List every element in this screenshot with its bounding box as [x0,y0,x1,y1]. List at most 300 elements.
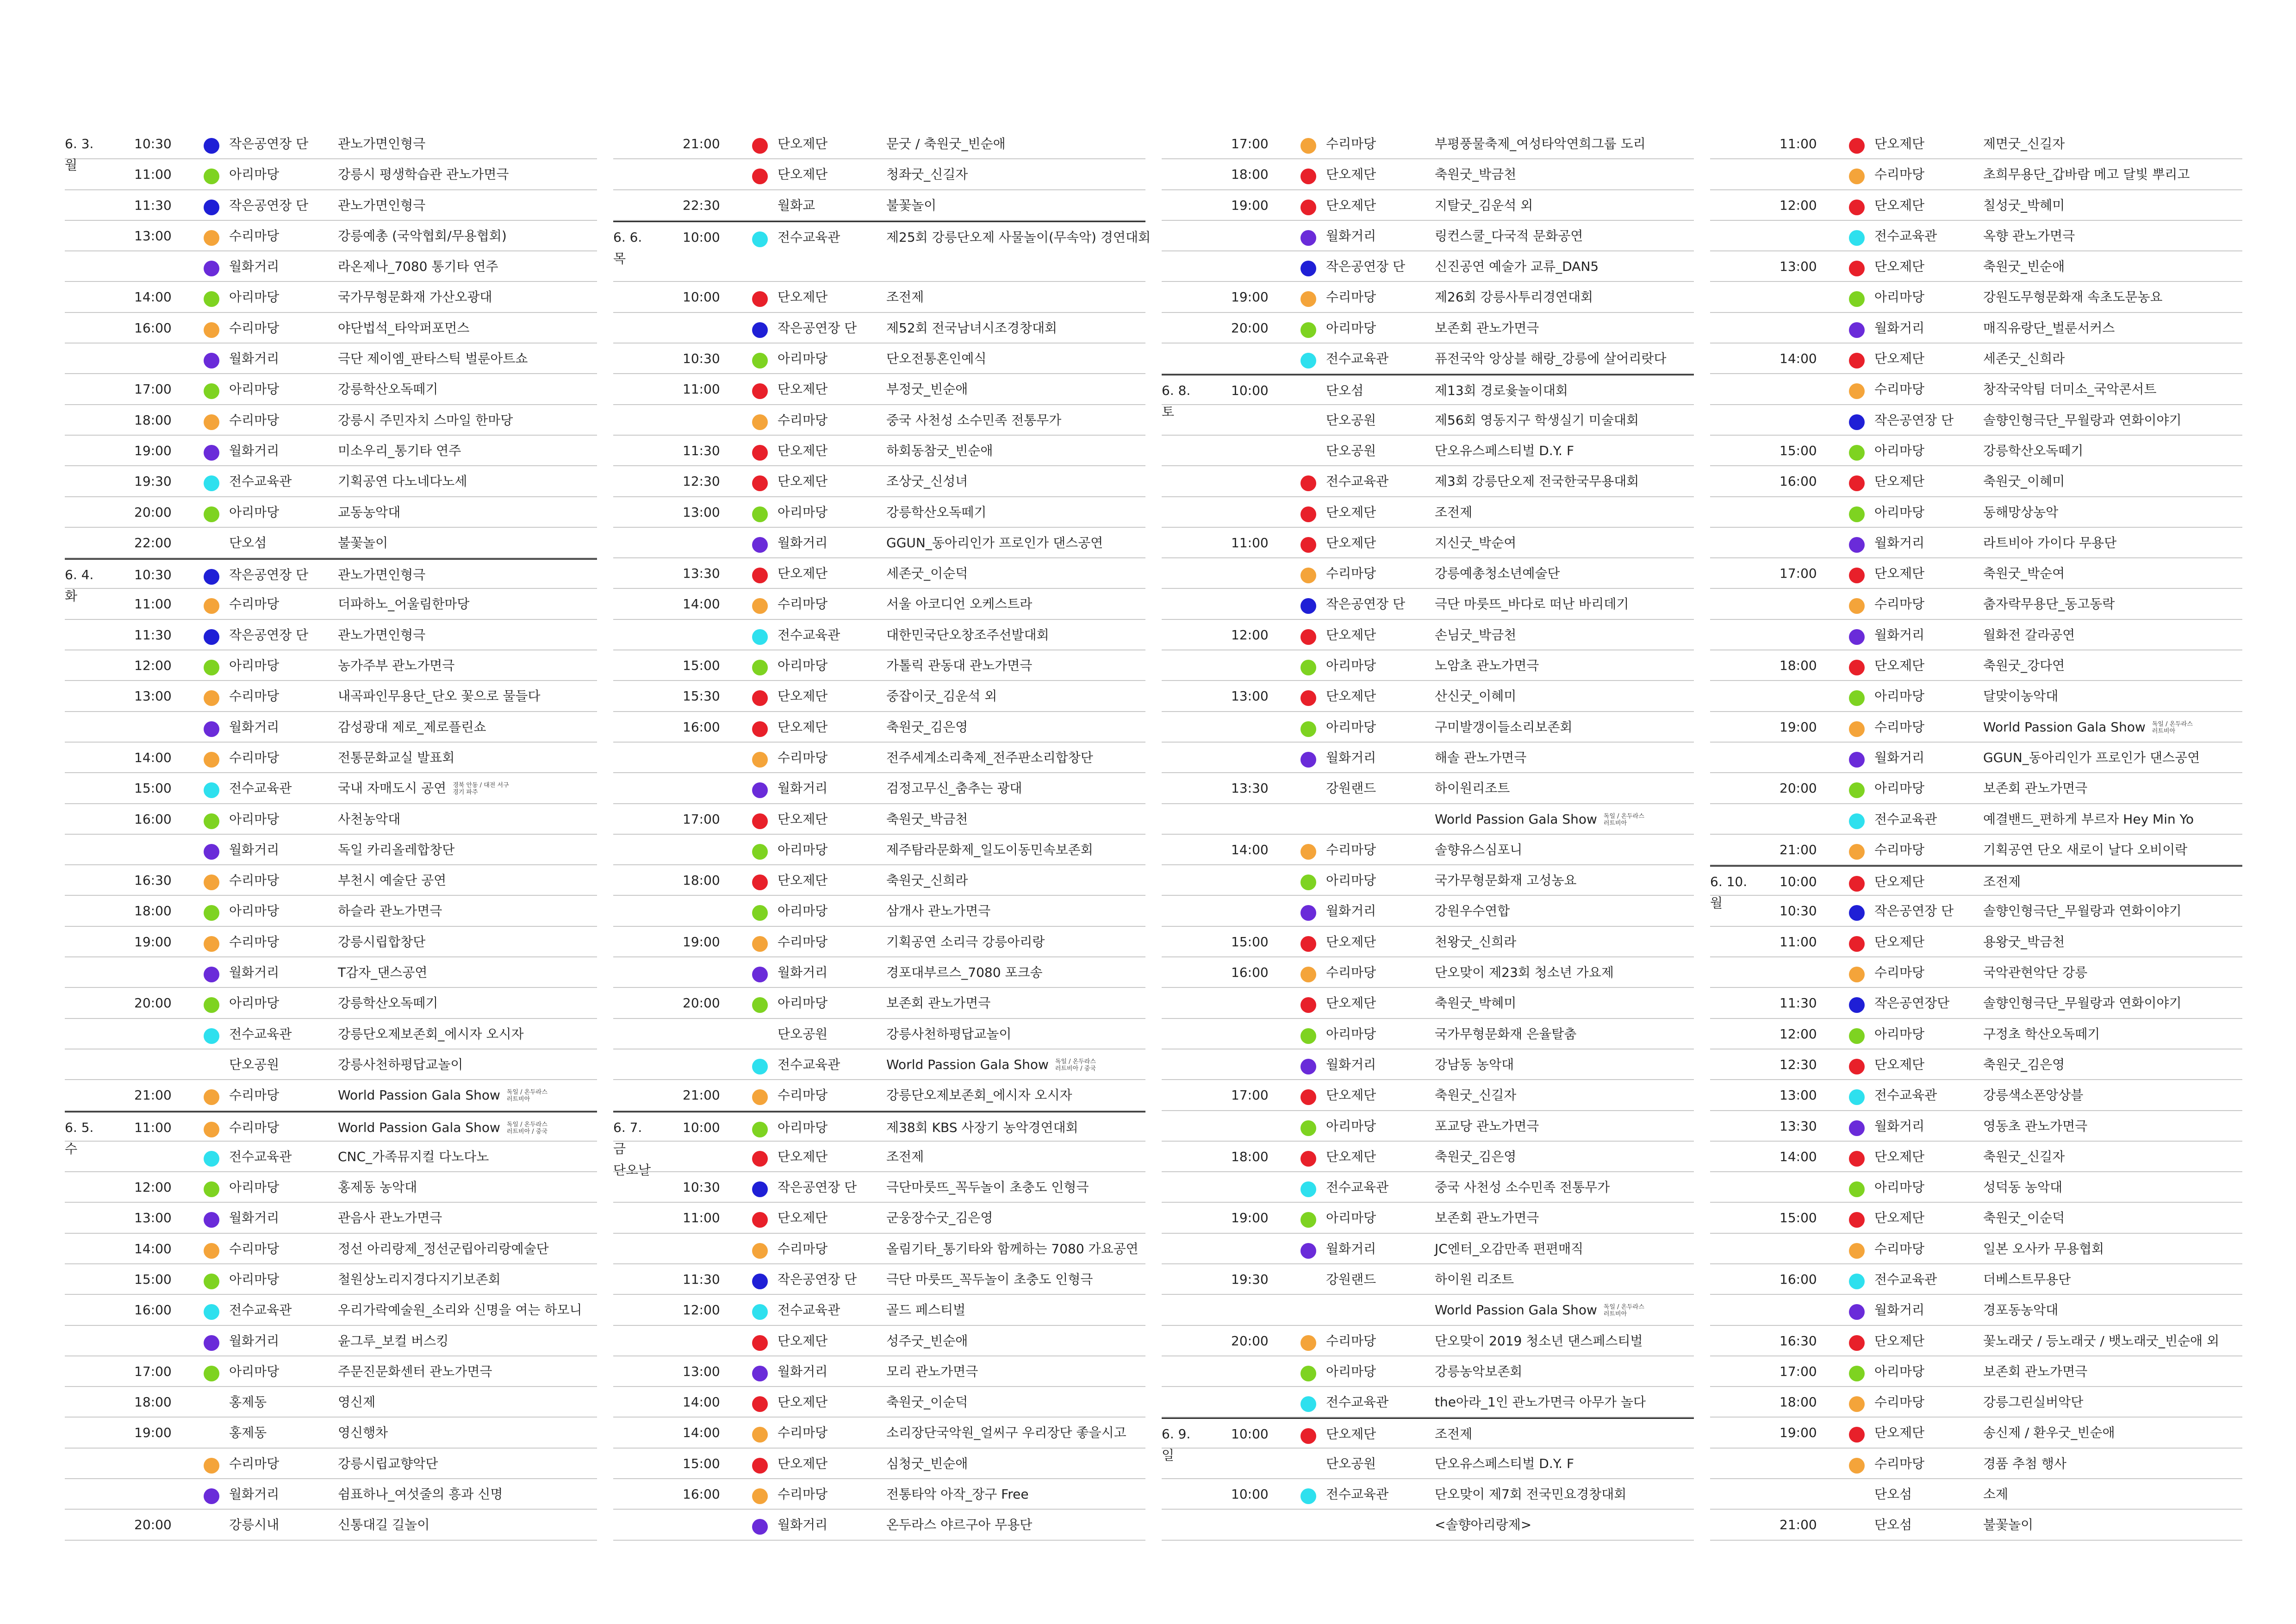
schedule-row [1710,957,2242,988]
schedule-row [65,221,597,251]
schedule-row [1162,344,1694,374]
schedule-row [1162,1172,1694,1203]
event-title-text: 극단마룻뜨_꼭두놀이 초충도 인형극 [886,1180,1089,1195]
schedule-row [1710,466,2242,497]
event-title-text: 춤자락무용단_동고동락 [1983,596,2115,612]
schedule-row [1162,1479,1694,1510]
event-venue: 수리마당 [1326,842,1376,857]
event-venue: 전수교육관 [229,474,292,489]
event-venue: 월화거리 [229,1210,280,1226]
schedule-row [65,466,597,497]
venue-color-dot [1849,169,1865,184]
schedule-row [613,405,1145,436]
event-venue: 아리마당 [229,1180,280,1195]
venue-color-dot [1300,261,1316,276]
event-title [1983,405,2182,436]
event-time: 18:00 [1780,1394,1817,1410]
event-time: 19:00 [1780,719,1817,735]
event-title-text: 신진공연 예술가 교류_DAN5 [1435,259,1599,275]
schedule-row [1710,1019,2242,1049]
event-title [338,1510,429,1540]
schedule-row [1710,1111,2242,1142]
schedule-row [1162,221,1694,251]
schedule-row [1710,988,2242,1018]
schedule-row [613,896,1145,926]
event-title-text: 세존굿_이순덕 [886,566,968,581]
event-title-text: 국가무형문화재 가산오광대 [338,289,492,305]
event-venue: 아리마당 [1326,1210,1376,1226]
event-title [886,743,1093,773]
venue-color-dot [1849,261,1865,276]
event-title [1435,159,1516,190]
venue-color-dot [752,629,768,645]
schedule-row [613,282,1145,312]
event-title [886,224,1159,251]
event-title-text: 강릉학산오독떼기 [1983,443,2084,458]
event-title [1435,282,1593,312]
venue-color-dot [204,414,219,430]
venue-color-dot [1849,1366,1865,1381]
event-time: 12:30 [683,474,720,489]
event-venue: 아리마당 [229,289,280,305]
event-time: 12:00 [683,1302,720,1318]
event-title [338,650,454,681]
event-title [338,190,425,221]
event-time: 14:00 [683,596,720,612]
venue-color-dot [752,353,768,369]
event-title-text: <솔향아리랑제> [1435,1517,1532,1533]
event-title [1983,1387,2083,1418]
venue-color-dot [752,383,768,399]
event-time: 19:00 [1780,1425,1817,1441]
event-title-text: 강릉단오제보존회_에시자 오시자 [886,1087,1072,1103]
event-venue: 단오제단 [1326,535,1376,550]
event-title-text: 동해망상농악 [1983,504,2059,520]
event-venue: 아리마당 [1326,1026,1376,1042]
schedule-row [613,1387,1145,1418]
event-title-text: World Passion Gala Show [886,1056,1049,1072]
event-title-text: 국내 자매도시 공연 [338,781,447,796]
schedule-row [1710,1234,2242,1264]
schedule-row [1710,374,2242,405]
schedule-row [1162,497,1694,528]
event-title-text: GGUN_동아리인가 프로인가 댄스공연 [1983,750,2200,765]
event-time: 10:00 [1231,1487,1269,1502]
event-title [886,466,968,497]
event-title [1983,650,2065,681]
event-time: 12:00 [1780,1026,1817,1042]
venue-color-dot [752,1458,768,1474]
venue-color-dot [1300,936,1316,952]
event-time: 16:00 [683,1487,720,1502]
venue-color-dot [204,997,219,1013]
event-time: 19:00 [1231,197,1269,213]
event-title [886,282,924,312]
venue-color-dot [1849,200,1865,215]
event-title [1435,405,1639,436]
event-title [886,896,990,926]
event-title [338,374,438,405]
event-venue: 수리마당 [778,934,828,949]
event-title [1435,1111,1539,1142]
event-note: 경북 안동 / 대전 서구 경기 파주 [453,782,509,796]
event-title-text: 서울 아코디언 오케스트라 [886,596,1033,612]
event-venue: 단오제단 [1326,197,1376,213]
event-title [338,865,446,896]
event-title [886,804,968,835]
schedule-row [613,712,1145,743]
schedule-row [1710,1295,2242,1325]
event-title-text: 제38회 KBS 사장기 농악경연대회 [886,1119,1078,1135]
event-title-text: 영신행차 [338,1425,388,1441]
event-title-text: 기획공연 단오 새로이 날다 오비이락 [1983,842,2188,857]
event-time: 11:00 [683,381,720,397]
event-title-text: 세존굿_신희라 [1983,351,2065,367]
schedule-row [613,773,1145,804]
event-venue: 월화거리 [229,1333,280,1349]
event-title [338,528,388,558]
schedule-row [1162,129,1694,159]
event-venue: 월화거리 [1326,228,1376,244]
event-venue: 단오제단 [778,1455,828,1471]
date-label: 6. 4. 화 [65,567,94,604]
venue-color-dot [1849,1335,1865,1351]
event-time: 20:00 [134,1517,172,1533]
event-title-text: 솔향인형극단_무월랑과 연화이야기 [1983,903,2182,919]
event-title-text: 강릉단오제보존회_에시자 오시자 [338,1026,524,1042]
event-venue: 단오섬 [1874,1487,1912,1502]
event-title-text: 축원굿_김은영 [1983,1056,2065,1072]
schedule-row [65,159,597,190]
venue-color-dot [1849,967,1865,982]
event-title [1983,1326,2219,1356]
venue-color-dot [1849,936,1865,952]
event-title [1435,589,1629,619]
venue-color-dot [1849,291,1865,307]
event-venue: 전수교육관 [1874,1271,1937,1287]
event-title [1435,436,1574,466]
event-title [886,1234,1139,1264]
venue-color-dot [1300,844,1316,860]
event-venue: 단오섬 [229,535,267,550]
event-title-text: 기획공연 소리극 강릉아리랑 [886,934,1045,949]
event-venue: 수리마당 [1874,1455,1925,1471]
event-title [1983,1356,2087,1387]
venue-color-dot [1849,1089,1865,1105]
event-title [886,650,1032,681]
event-title [886,988,990,1018]
event-venue: 전수교육관 [229,1302,292,1318]
venue-color-dot [1300,291,1316,307]
event-title-text: 보존회 관노가면극 [1983,781,2088,796]
event-venue: 단오제단 [778,289,828,305]
event-title-text: 극단 마룻뜨_바다로 떠난 바리데기 [1435,596,1629,612]
event-title [1983,528,2116,558]
event-title [886,1510,1032,1540]
event-title [886,1019,1011,1049]
event-venue: 단오제단 [1874,874,1925,890]
event-venue: 수리마당 [1874,596,1925,612]
schedule-row [65,1142,597,1172]
event-title-text: 제3회 강릉단오제 전국한국무용대회 [1435,474,1639,489]
event-venue: 홍제동 [229,1425,267,1441]
event-title-text: 청좌굿_신길자 [886,167,968,182]
event-note: 독일 / 온두라스 러트비아 [506,1089,548,1103]
schedule-row [1710,1049,2242,1080]
schedule-row [613,865,1145,896]
event-venue: 월화거리 [229,259,280,275]
schedule-row [1710,743,2242,773]
event-title [338,1264,501,1295]
event-title-text: 강릉사천하평답교놀이 [338,1056,463,1072]
schedule-row [65,957,597,988]
event-title-text: 라온제나_7080 통기타 연주 [338,259,498,275]
venue-color-dot [1300,1181,1316,1197]
venue-color-dot [204,569,219,585]
date-label: 6. 7. 금 단오날 [613,1119,651,1178]
event-venue: 단오제단 [1326,995,1376,1011]
venue-color-dot [752,874,768,890]
event-time: 15:00 [134,781,172,796]
event-time: 13:00 [134,688,172,704]
event-title [1435,466,1639,497]
event-title-text: 축원굿_이순덕 [886,1394,968,1410]
event-title [886,957,1043,988]
venue-color-dot [1300,967,1316,982]
event-title-text: 솔향인형극단_무월랑과 연화이야기 [1983,995,2182,1011]
event-title [338,896,442,926]
venue-color-dot [752,1151,768,1167]
event-venue: 수리마당 [1326,566,1376,581]
venue-color-dot [752,1335,768,1351]
event-title-text: 강릉시립교향악단 [338,1455,438,1471]
event-title-text: 성덕동 농악대 [1983,1180,2063,1195]
event-title-text: 라트비아 가이다 무용단 [1983,535,2117,550]
event-title-text: 구정초 학산오독떼기 [1983,1026,2100,1042]
event-title [1435,927,1516,957]
schedule-row [65,1111,597,1156]
event-venue: 아리마당 [229,658,280,674]
event-venue: 아리마당 [778,1119,828,1135]
venue-color-dot [1849,629,1865,645]
event-title [1983,1418,2115,1448]
event-title [886,1142,924,1172]
event-title [1435,1510,1531,1540]
event-title [886,1295,965,1325]
event-title [1435,1234,1583,1264]
event-time: 13:00 [1780,259,1817,275]
event-time: 20:00 [134,504,172,520]
event-venue: 수리마당 [229,1087,280,1103]
schedule-row [613,528,1145,558]
event-time: 12:00 [134,658,172,674]
event-title-text: 보존회 관노가면극 [1983,1363,2088,1379]
venue-color-dot [1849,1059,1865,1074]
event-title-text: 국가무형문화재 은율탈춤 [1435,1026,1577,1042]
event-venue: 아리마당 [229,504,280,520]
event-title-text: 성주굿_빈순애 [886,1333,968,1349]
event-title-text: 검정고무신_춤추는 광대 [886,781,1022,796]
event-time: 14:00 [134,1241,172,1256]
event-title-text: 관노가면인형극 [338,567,426,583]
event-title [886,620,1049,650]
schedule-row [613,927,1145,957]
event-time: 16:00 [134,1302,172,1318]
schedule-row [65,436,597,466]
event-venue: 단오제단 [778,566,828,581]
schedule-row [65,896,597,926]
event-venue: 전수교육관 [1326,1180,1389,1195]
event-title-text: 야단법석_타악퍼포먼스 [338,320,470,336]
event-venue: 수리마당 [778,1087,828,1103]
date-label: 6. 3. 월 [65,136,94,173]
schedule-row [1162,1142,1694,1172]
event-venue: 월화거리 [229,1487,280,1502]
event-title [338,988,438,1018]
event-title [1983,620,2075,650]
event-venue: 아리마당 [1326,320,1376,336]
venue-color-dot [752,660,768,675]
event-title-text: 축원굿_빈순애 [1983,259,2065,275]
schedule-row [1162,436,1694,466]
venue-color-dot [752,1396,768,1412]
event-title-text: 경포동농악대 [1983,1302,2059,1318]
event-title-text: 강원우수연합 [1435,903,1510,919]
schedule-row [1162,1356,1694,1387]
event-time: 15:00 [134,1271,172,1287]
schedule-row [1162,988,1694,1018]
event-title-text: 신통대길 길놀이 [338,1517,430,1533]
event-title-text: 지신굿_박순여 [1435,535,1517,550]
event-venue: 월화거리 [778,1517,828,1533]
event-title [338,1234,549,1264]
schedule-row [613,466,1145,497]
event-title-text: 노암초 관노가면극 [1435,658,1539,674]
event-title [886,1387,968,1418]
event-time: 21:00 [1780,842,1817,857]
event-title [338,1112,548,1143]
venue-color-dot [204,475,219,491]
event-title [1435,1387,1646,1418]
venue-color-dot [204,936,219,952]
event-title [1983,1234,2104,1264]
event-time: 16:30 [1780,1333,1817,1349]
event-title [1983,988,2182,1018]
schedule-row [1710,1172,2242,1203]
venue-color-dot [752,322,768,338]
event-title-text: 강릉시 평생학습관 관노가면극 [338,167,509,182]
date-label: 6. 6. 목 [613,229,642,266]
event-title [1435,1142,1516,1172]
schedule-row [613,650,1145,681]
event-venue: 단오제단 [1874,934,1925,949]
event-title-text: 문굿 / 축원굿_빈순애 [886,136,1006,151]
event-venue: 월화거리 [1874,1302,1925,1318]
event-title [338,804,400,835]
event-title-text: 축원굿_박금천 [1435,167,1517,182]
event-venue: 수리마당 [229,596,280,612]
event-title-text: 국악관현악단 강릉 [1983,965,2088,981]
event-venue: 아리마당 [778,903,828,919]
event-title-text: 기획공연 다노네다노세 [338,474,467,489]
event-time: 10:00 [1780,874,1817,890]
schedule-row [65,712,597,743]
schedule-row [65,743,597,773]
event-time: 21:00 [134,1087,172,1103]
event-venue: 아리마당 [229,995,280,1011]
event-venue: 단오제단 [1874,1333,1925,1349]
event-venue: 월화거리 [229,842,280,857]
event-title-text: 관노가면인형극 [338,627,426,643]
event-time: 11:30 [683,1271,720,1287]
schedule-row [1162,712,1694,743]
event-time: 11:30 [683,443,720,458]
event-venue: 강원랜드 [1326,1271,1376,1287]
venue-color-dot [752,475,768,491]
schedule-row [1162,865,1694,896]
venue-color-dot [1300,1396,1316,1412]
event-title-text: 산신굿_이혜미 [1435,688,1517,704]
schedule-row [1710,344,2242,374]
schedule-row [65,804,597,835]
event-title-text: 전통타악 아작_장구 Free [886,1487,1029,1502]
schedule-row [1162,589,1694,619]
event-venue: 단오제단 [778,474,828,489]
event-title-text: 강릉학산오독떼기 [338,381,438,397]
schedule-row [1162,896,1694,926]
event-title [1983,1080,2083,1111]
venue-color-dot [1300,1059,1316,1074]
event-time: 11:00 [683,1210,720,1226]
schedule-row [1710,1387,2242,1418]
event-title [886,436,993,466]
event-time: 14:00 [1231,842,1269,857]
event-title-text: World Passion Gala Show [1983,719,2146,735]
schedule-row [1162,190,1694,221]
event-title [1983,1019,2100,1049]
venue-color-dot [204,782,219,798]
schedule-row [1710,1356,2242,1387]
event-title-text: 축원굿_강다연 [1983,658,2065,674]
event-title [1983,1449,2066,1479]
event-title-text: 단오맞이 제7회 전국민요경창대회 [1435,1487,1627,1502]
venue-color-dot [752,231,768,247]
event-title [1435,988,1516,1018]
event-title-text: 달맞이농악대 [1983,688,2059,704]
event-time: 11:30 [134,197,172,213]
venue-color-dot [204,629,219,645]
event-title [886,1356,978,1387]
event-time: 16:00 [1780,1271,1817,1287]
event-title-text: 경품 추첨 행사 [1983,1455,2067,1471]
event-title-text: 모리 관노가면극 [886,1363,978,1379]
event-title-text: 제26회 강릉사투리경연대회 [1435,289,1593,305]
event-venue: 단오제단 [1326,934,1376,949]
event-title-text: 축원굿_신길자 [1435,1087,1517,1103]
event-title-text: 강릉학산오독떼기 [886,504,987,520]
event-venue: 단오공원 [1326,1455,1376,1471]
event-venue: 수리마당 [229,873,280,888]
venue-color-dot [1849,813,1865,829]
event-title [886,558,968,589]
event-venue: 단오제단 [778,1394,828,1410]
event-time: 10:30 [134,136,172,151]
schedule-row [1162,1080,1694,1111]
event-title-text: 영동초 관노가면극 [1983,1118,2088,1134]
event-title-text: 소리장단국악원_얼씨구 우리장단 좋을시고 [886,1425,1126,1441]
event-venue: 수리마당 [1874,381,1925,397]
event-title [1435,1295,1644,1325]
